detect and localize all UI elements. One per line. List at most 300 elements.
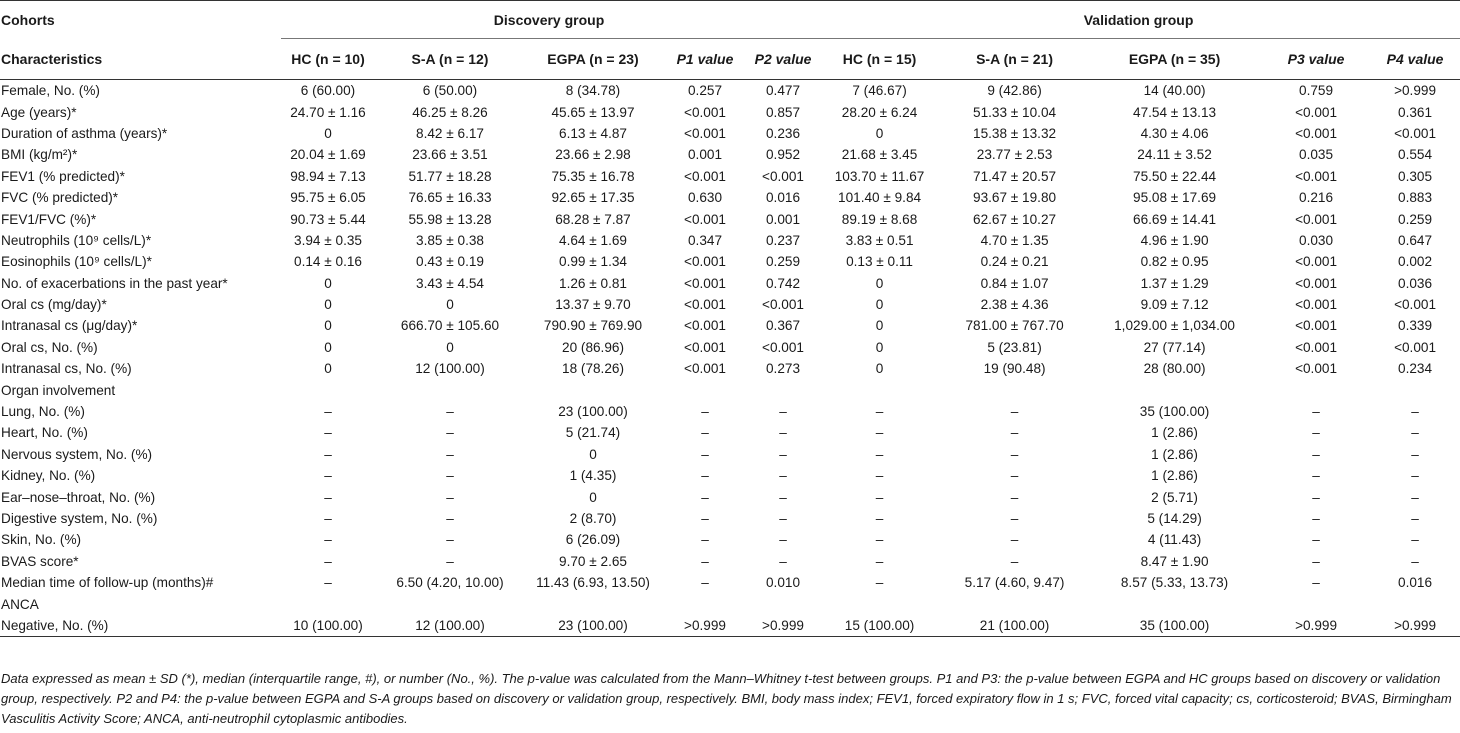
table-cell: 781.00 ± 767.70 [965,318,1064,334]
table-cell: 20.04 ± 1.69 [290,147,366,163]
table-row [0,294,1460,315]
table-cell: – [324,404,332,420]
table-cell: <0.001 [1394,339,1437,355]
row-label: FEV1 (% predicted)* [1,168,125,184]
row-label: BMI (kg/m²)* [1,147,78,163]
column-header: HC (n = 10) [281,39,375,80]
table-cell: 1.26 ± 0.81 [559,275,627,291]
table-cell: 2.38 ± 4.36 [980,297,1049,313]
table-cell: – [701,468,709,484]
row-label: Eosinophils (10⁹ cells/L)* [1,254,152,270]
table-cell: 4.70 ± 1.35 [980,232,1049,248]
table-cell: – [875,553,884,569]
table-cell: – [446,468,454,484]
table-cell: 0.273 [766,361,801,377]
table-cell: – [1010,532,1019,548]
table-cell: 5 (14.29) [1147,511,1202,526]
table-cell: – [446,511,454,526]
table-cell [942,379,1087,400]
table-cell [525,379,661,400]
table-cell: <0.001 [762,339,804,355]
table-cell: 0.259 [766,254,801,270]
table-cell: 1 (4.35) [569,468,617,484]
table-cell: 3.85 ± 0.38 [416,232,484,248]
table-cell: 93.67 ± 19.80 [973,190,1057,206]
table-cell: – [779,404,787,420]
table-cell: 5 (23.81) [987,339,1042,355]
table-cell: 0.952 [766,147,801,163]
table-cell: 0.339 [1398,318,1433,334]
table-cell: 15 (100.00) [817,615,942,637]
table-cell: <0.001 [1295,104,1338,120]
row-label: Median time of follow-up (months)# [1,575,214,591]
table-footnote: Data expressed as mean ± SD (*), median (interquartile range, #), or number (No., %). The p-value was calculated from the Mann–Whitney t-test between groups. P1 and P3: the p-value between EGPA and HC groups based on discovery or validation group, respectively. P2 and P4: the p-value between EGPA and S-A groups based on discovery or validation group, respectively. BMI, body mass index; FEV1, forced expiratory flow in 1 s; FVC, forced vital capacity; cs, corticosteroid; BVAS, Birmingham Vasculitis Activity Score; ANCA, anti-neutrophil cytoplasmic antibodies. [1,671,1452,726]
table-cell: >0.999 [1394,83,1437,99]
table-row [0,379,1460,400]
column-header: S-A (n = 12) [375,39,525,80]
table-cell: 15.38 ± 13.32 [973,125,1057,141]
table-cell: 18 (78.26) [562,361,624,377]
table-row [0,230,1460,251]
table-cell: – [446,425,454,441]
table-cell: 0.367 [766,318,801,334]
discovery-group-header: Discovery group [281,1,817,39]
table-cell: <0.001 [1295,275,1338,291]
table-cell: <0.001 [684,339,726,355]
table-cell: – [1411,446,1419,462]
table-cell: 23 (100.00) [525,615,661,637]
table-cell: – [1312,489,1320,505]
table-cell: 35 (100.00) [1087,615,1262,637]
table-cell: – [1010,446,1019,462]
table-cell: 0.43 ± 0.19 [416,254,484,270]
table-cell: 95.08 ± 17.69 [1133,190,1217,206]
table-cell: 0.036 [1398,275,1433,291]
table-cell: 6.13 ± 4.87 [559,125,627,141]
column-header: P1 value [661,39,749,80]
table-cell: <0.001 [1295,318,1338,334]
table-cell: 89.19 ± 8.68 [841,211,918,227]
table-cell: 0 [324,125,332,141]
table-cell: 1 (2.86) [1151,425,1198,441]
table-cell: – [1312,404,1320,420]
table-row [0,101,1460,122]
table-cell: 0 [324,318,332,334]
table-cell: 8.57 (5.33, 13.73) [1120,575,1229,591]
table-cell: 6.50 (4.20, 10.00) [396,575,504,591]
row-label: Intranasal cs (μg/day)* [1,318,138,334]
table-cell [661,593,749,614]
column-header: P3 value [1262,39,1370,80]
table-cell: 2 (8.70) [569,511,617,526]
table-cell: – [1312,553,1320,569]
header-row-groups [0,1,1460,39]
table-cell: – [324,511,332,526]
table-cell: 0.883 [1398,190,1433,206]
table-cell: 0.010 [766,575,801,591]
table-row [0,508,1460,529]
table-cell: – [1312,446,1320,462]
row-label: FEV1/FVC (%)* [1,211,97,227]
table-cell: 3.83 ± 0.51 [845,232,914,248]
table-cell [1087,593,1262,614]
column-header: P4 value [1370,39,1460,80]
column-header: EGPA (n = 23) [525,39,661,80]
table-cell: <0.001 [1295,168,1338,184]
table-cell: 0.305 [1398,168,1433,184]
table-cell: – [1010,468,1019,484]
table-row [0,465,1460,486]
table-cell: – [701,446,709,462]
row-label: Female, No. (%) [1,83,100,99]
table-row [0,529,1460,550]
table-cell: 0.630 [687,190,723,206]
table-row [0,593,1460,614]
table-cell: – [1010,425,1019,441]
table-row [0,486,1460,507]
table-cell [817,593,942,614]
table-row [0,422,1460,443]
table-cell: 13.37 ± 9.70 [555,297,631,313]
table-row [0,315,1460,336]
row-label: Oral cs, No. (%) [1,339,98,355]
table-cell: 11.43 (6.93, 13.50) [536,575,650,591]
table-cell: 5.17 (4.60, 9.47) [964,575,1065,591]
table-cell: 45.65 ± 13.97 [551,104,635,120]
table-cell: <0.001 [684,318,726,334]
table-cell: 0.016 [766,190,801,206]
table-cell: 71.47 ± 20.57 [973,168,1057,184]
table-cell: 92.65 ± 17.35 [551,190,635,206]
table-cell: 0.477 [766,83,801,99]
table-row [0,572,1460,593]
table-cell: 35 (100.00) [1139,404,1210,420]
table-cell: – [324,468,332,484]
table-cell: 75.50 ± 22.44 [1133,168,1217,184]
table-cell: – [446,489,454,505]
table-cell: 6 (60.00) [300,83,356,99]
table-cell: 1 (2.86) [1151,446,1198,462]
table-cell: 0 [324,297,332,313]
characteristics-label: Characteristics [0,39,281,80]
table-cell: 0 [875,318,884,334]
table-cell: 0.259 [1398,211,1433,227]
table-cell: 0.237 [766,232,801,248]
row-label: Intranasal cs, No. (%) [1,361,132,377]
table-cell: 0.216 [1299,190,1334,206]
table-cell: <0.001 [762,168,804,184]
table-cell: 23.77 ± 2.53 [976,147,1053,163]
row-label: Neutrophils (10⁹ cells/L)* [1,232,152,248]
table-cell: 0.016 [1398,575,1433,591]
table-cell: 62.67 ± 10.27 [973,211,1057,227]
table-cell: 23 (100.00) [558,404,628,420]
row-label: Digestive system, No. (%) [1,511,158,526]
table-cell: 666.70 ± 105.60 [400,318,500,334]
table-cell: 24.70 ± 1.16 [290,104,366,120]
table-cell: – [324,489,332,505]
table-row [0,123,1460,144]
row-label: Duration of asthma (years)* [1,125,168,141]
row-label: ANCA [1,596,39,612]
table-body [0,80,1460,637]
table-cell: – [1312,532,1320,548]
table-row [0,615,1460,637]
table-cell: 9 (42.86) [987,83,1042,99]
table-cell: 21.68 ± 3.45 [841,147,918,163]
table-cell: – [701,553,709,569]
table-cell: 1.37 ± 1.29 [1140,275,1209,291]
table-cell: 14 (40.00) [1143,83,1206,99]
table-cell: <0.001 [1295,125,1338,141]
table-cell: 51.77 ± 18.28 [408,168,492,184]
table-cell: – [324,575,332,591]
table-cell: 0.647 [1398,232,1433,248]
table-cell [375,593,525,614]
table-cell: 55.98 ± 13.28 [408,211,492,227]
table-cell: – [446,532,454,548]
table-row [0,208,1460,229]
table-cell: 1,029.00 ± 1,034.00 [1114,318,1235,334]
row-label: Lung, No. (%) [1,404,85,420]
table-cell: 19 (90.48) [983,361,1046,377]
table-cell: 3.94 ± 0.35 [294,232,362,248]
table-cell: 0 [875,297,884,313]
table-cell: – [875,425,884,441]
table-cell: 28.20 ± 6.24 [841,104,918,120]
table-cell: 0 [875,275,884,291]
table-cell: – [324,425,332,441]
table-cell: – [1411,553,1419,569]
table-cell: 75.35 ± 16.78 [551,168,635,184]
table-cell: 103.70 ± 11.67 [834,168,925,184]
table-cell: 101.40 ± 9.84 [838,190,922,206]
table-cell: – [1312,575,1320,591]
table-cell: 2 (5.71) [1151,489,1198,505]
table-cell [281,593,375,614]
table-cell: <0.001 [684,275,726,291]
table-cell: 0.234 [1398,361,1433,377]
row-label: Kidney, No. (%) [1,468,96,484]
column-header: EGPA (n = 35) [1087,39,1262,80]
table-cell: – [779,446,787,462]
table-cell: – [779,489,787,505]
validation-group-header: Validation group [817,1,1460,39]
table-cell: – [701,575,709,591]
table-cell: 7 (46.67) [852,83,907,99]
table-cell: 0.24 ± 0.21 [980,254,1049,270]
table-cell: >0.999 [1370,615,1460,637]
column-header: HC (n = 15) [817,39,942,80]
table-cell [375,379,525,400]
table-cell: – [1411,489,1419,505]
table-cell: 0 [446,297,454,313]
cohorts-label: Cohorts [0,1,281,39]
table-cell: – [1010,553,1019,569]
table-cell: <0.001 [684,104,726,120]
table-cell: – [446,446,454,462]
column-header: S-A (n = 21) [942,39,1087,80]
table-cell: 27 (77.14) [1143,339,1206,355]
table-cell: >0.999 [1262,615,1370,637]
table-row [0,187,1460,208]
table-cell: – [1010,511,1019,526]
table-cell: 0 [875,125,884,141]
table-cell: – [324,532,332,548]
table-cell: 0.035 [1299,147,1334,163]
header-row-columns [0,39,1460,80]
table-row [0,358,1460,379]
table-cell: – [779,553,787,569]
table-cell: <0.001 [684,211,726,227]
table-row [0,337,1460,358]
table-cell [1262,593,1370,614]
table-cell [281,379,375,400]
row-label: Age (years)* [1,104,77,120]
table-cell: 0 [589,489,597,505]
table-cell: 24.11 ± 3.52 [1137,147,1212,163]
table-cell: 0 [324,361,332,377]
row-label: Negative, No. (%) [0,615,281,637]
row-label: Skin, No. (%) [1,532,82,548]
table-cell [525,593,661,614]
table-cell: – [779,511,787,526]
table-cell: – [701,511,709,526]
table-cell: 4.96 ± 1.90 [1140,232,1209,248]
table-cell: >0.999 [661,615,749,637]
table-cell: 10 (100.00) [281,615,375,637]
table-cell: – [1010,404,1019,420]
table-cell: 0.99 ± 1.34 [559,254,627,270]
table-row [0,144,1460,165]
table-cell: 46.25 ± 8.26 [412,104,488,120]
table-cell: – [779,468,787,484]
table-cell: 4 (11.43) [1147,532,1202,548]
table-cell [942,593,1087,614]
table-cell: – [875,489,884,505]
table-cell: 0.554 [1398,147,1433,163]
table-cell: 8 (34.78) [565,83,621,99]
table-cell: 51.33 ± 10.04 [973,104,1057,120]
table-cell: 23.66 ± 3.51 [412,147,488,163]
table-cell: <0.001 [684,297,726,313]
table-cell: 0.361 [1398,104,1433,120]
table-cell: 0.236 [766,125,801,141]
table-cell: 0 [875,361,884,377]
table-cell: <0.001 [684,125,726,141]
table-cell: <0.001 [1295,297,1338,313]
table-cell: – [701,425,709,441]
table-cell: 0 [589,446,597,462]
table-cell: 4.30 ± 4.06 [1140,125,1209,141]
row-label: Oral cs (mg/day)* [1,297,107,313]
table-cell: <0.001 [1295,254,1338,270]
table-cell: 8.47 ± 1.90 [1140,553,1209,569]
table-row [0,166,1460,187]
table-cell: <0.001 [684,254,726,270]
table-cell [749,593,817,614]
table-cell: 21 (100.00) [942,615,1087,637]
table-cell: 0.759 [1299,83,1334,99]
table-cell: 12 (100.00) [415,361,485,377]
table-cell: <0.001 [684,361,726,377]
table-cell: 0.001 [766,211,801,227]
table-row [0,551,1460,572]
table-row [0,273,1460,294]
table-cell: 9.70 ± 2.65 [559,553,627,569]
table-cell: 0.001 [687,147,723,163]
row-label: FVC (% predicted)* [1,190,119,206]
table-cell: 20 (86.96) [562,339,624,355]
table-cell: 0.347 [687,232,723,248]
table-cell: 8.42 ± 6.17 [416,125,484,141]
table-cell [661,379,749,400]
table-cell: – [324,446,332,462]
table-cell: – [701,404,709,420]
table-cell: – [701,532,709,548]
table-cell: – [779,425,787,441]
table-cell: <0.001 [1295,361,1338,377]
table-cell: 0 [324,339,332,355]
table-cell: – [324,553,332,569]
table-cell: – [446,553,454,569]
table-cell: 0.14 ± 0.16 [294,254,362,270]
table-cell: 66.69 ± 14.41 [1133,211,1217,227]
table-cell: – [1010,489,1019,505]
table-row [0,251,1460,272]
table-cell: >0.999 [749,615,817,637]
table-cell: – [1411,532,1419,548]
table-cell: – [701,489,709,505]
table-cell: 6 (26.09) [565,532,621,548]
table-cell [1370,593,1460,614]
table-cell: 0.002 [1398,254,1433,270]
table-cell: 790.90 ± 769.90 [543,318,643,334]
table-cell: – [875,404,884,420]
row-label: BVAS score* [1,553,79,569]
row-label: No. of exacerbations in the past year* [1,275,228,291]
row-label: Heart, No. (%) [1,425,88,441]
table-cell: 76.65 ± 16.33 [408,190,492,206]
table-cell: 0 [324,275,332,291]
table-cell: 0.84 ± 1.07 [980,275,1049,291]
table-cell: – [1312,425,1320,441]
table-cell: 0 [875,339,884,355]
table-row [0,401,1460,422]
table-cell: 68.28 ± 7.87 [555,211,631,227]
row-label: Nervous system, No. (%) [1,446,153,462]
table-cell: <0.001 [1394,297,1437,313]
table-cell: 95.75 ± 6.05 [290,190,366,206]
table-cell: 12 (100.00) [375,615,525,637]
table-cell: 0 [446,339,454,355]
table-cell: – [875,575,884,591]
table-cell: 9.09 ± 7.12 [1140,297,1209,313]
table-cell: 98.94 ± 7.13 [290,168,366,184]
row-label: Organ involvement [1,382,116,398]
table-cell [1370,379,1460,400]
table-cell: 47.54 ± 13.13 [1133,104,1217,120]
table-cell: – [1312,511,1320,526]
row-label: Ear–nose–throat, No. (%) [1,489,156,505]
table-cell: 4.64 ± 1.69 [559,232,627,248]
table-cell: – [1411,404,1419,420]
table-cell: 90.73 ± 5.44 [290,211,366,227]
table-cell: <0.001 [1394,125,1437,141]
table-cell: – [875,511,884,526]
table-cell: – [446,404,454,420]
table-cell [749,379,817,400]
